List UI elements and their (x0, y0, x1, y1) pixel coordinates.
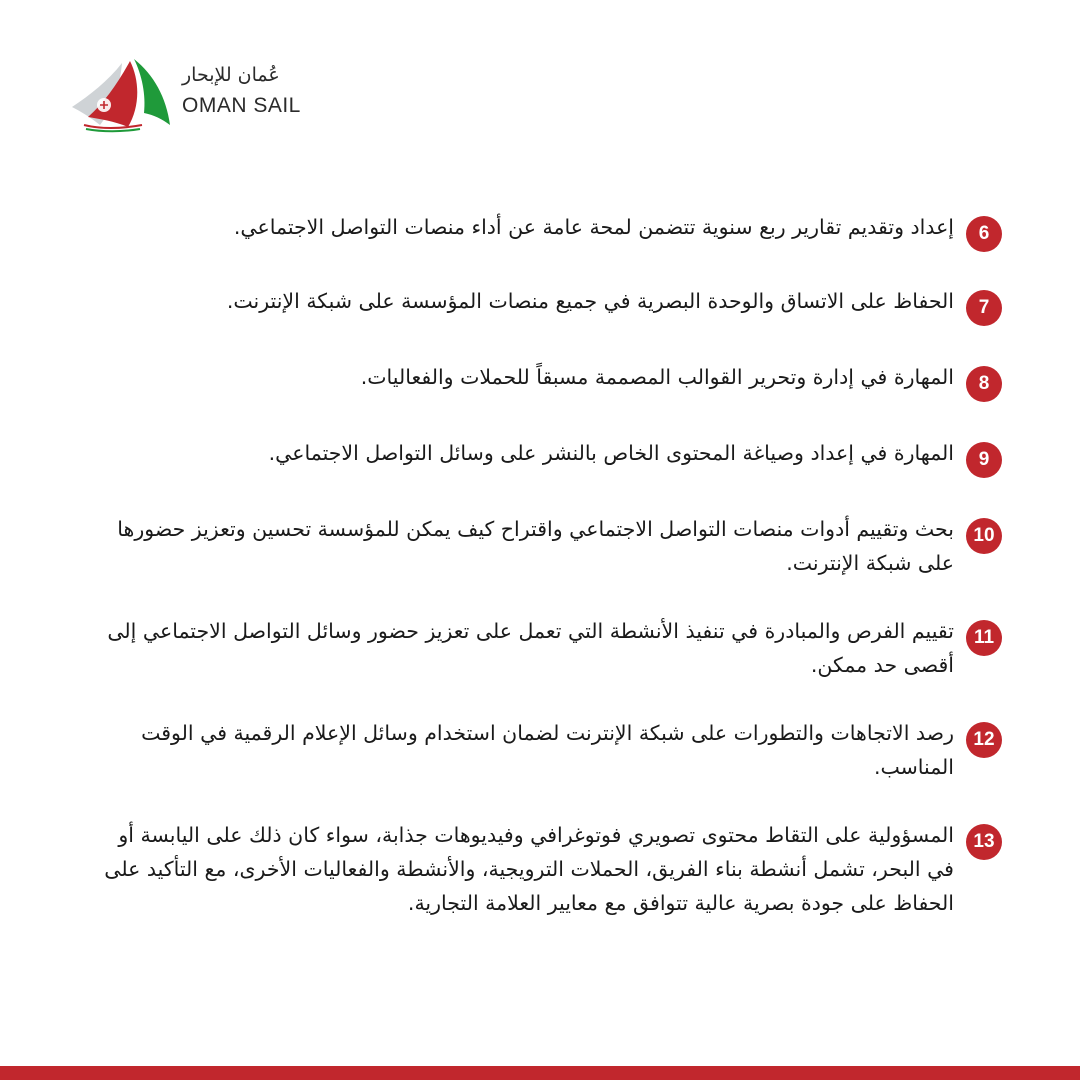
sail-emblem-icon (70, 55, 180, 135)
item-text: المسؤولية على التقاط محتوى تصويري فوتوغرافي وفيديوهات جذابة، سواء كان ذلك على اليابسة أو في البحر، تشمل أنشطة بناء الفريق، الحملات الترويجية، والأنشطة والفعاليات الأخرى، مع التأكيد على الحفاظ على جودة بصرية عالية تتوافق مع معايير العلامة التجارية. (104, 823, 954, 915)
item-number-badge: 9 (966, 442, 1002, 478)
item-number-badge: 12 (966, 722, 1002, 758)
list-item (90, 512, 1002, 580)
list-item (90, 360, 1002, 402)
item-number-badge: 11 (966, 620, 1002, 656)
logo-english-text: OMAN SAIL (182, 94, 301, 117)
item-text: المهارة في إدارة وتحرير القوالب المصممة مسبقاً للحملات والفعاليات. (360, 365, 954, 389)
item-text: بحث وتقييم أدوات منصات التواصل الاجتماعي واقتراح كيف يمكن للمؤسسة تحسين وتعزيز حضورها على شبكة الإنترنت. (117, 517, 954, 575)
item-number-badge: 6 (966, 216, 1002, 252)
list-item (90, 716, 1002, 784)
item-text: تقييم الفرص والمبادرة في تنفيذ الأنشطة التي تعمل على تعزيز حضور وسائل التواصل الاجتماعي إلى أقصى حد ممكن. (107, 619, 954, 677)
list-item (90, 436, 1002, 478)
responsibilities-list (90, 210, 1002, 920)
list-item (90, 614, 1002, 682)
item-number-badge: 10 (966, 518, 1002, 554)
list-item (90, 284, 1002, 326)
list-item (90, 210, 1002, 252)
item-text: المهارة في إعداد وصياغة المحتوى الخاص بالنشر على وسائل التواصل الاجتماعي. (268, 441, 954, 465)
list-item (90, 818, 1002, 920)
item-number-badge: 8 (966, 366, 1002, 402)
item-text: الحفاظ على الاتساق والوحدة البصرية في جميع منصات المؤسسة على شبكة الإنترنت. (226, 289, 954, 313)
item-number-badge: 7 (966, 290, 1002, 326)
item-text: رصد الاتجاهات والتطورات على شبكة الإنترنت لضمان استخدام وسائل الإعلام الرقمية في الوقت المناسب. (141, 721, 954, 779)
item-number-badge: 13 (966, 824, 1002, 860)
bottom-accent-bar (0, 1066, 1080, 1080)
logo-arabic-text: عُمان للإبحار (182, 64, 280, 86)
item-text: إعداد وتقديم تقارير ربع سنوية تتضمن لمحة عامة عن أداء منصات التواصل الاجتماعي. (233, 215, 954, 239)
